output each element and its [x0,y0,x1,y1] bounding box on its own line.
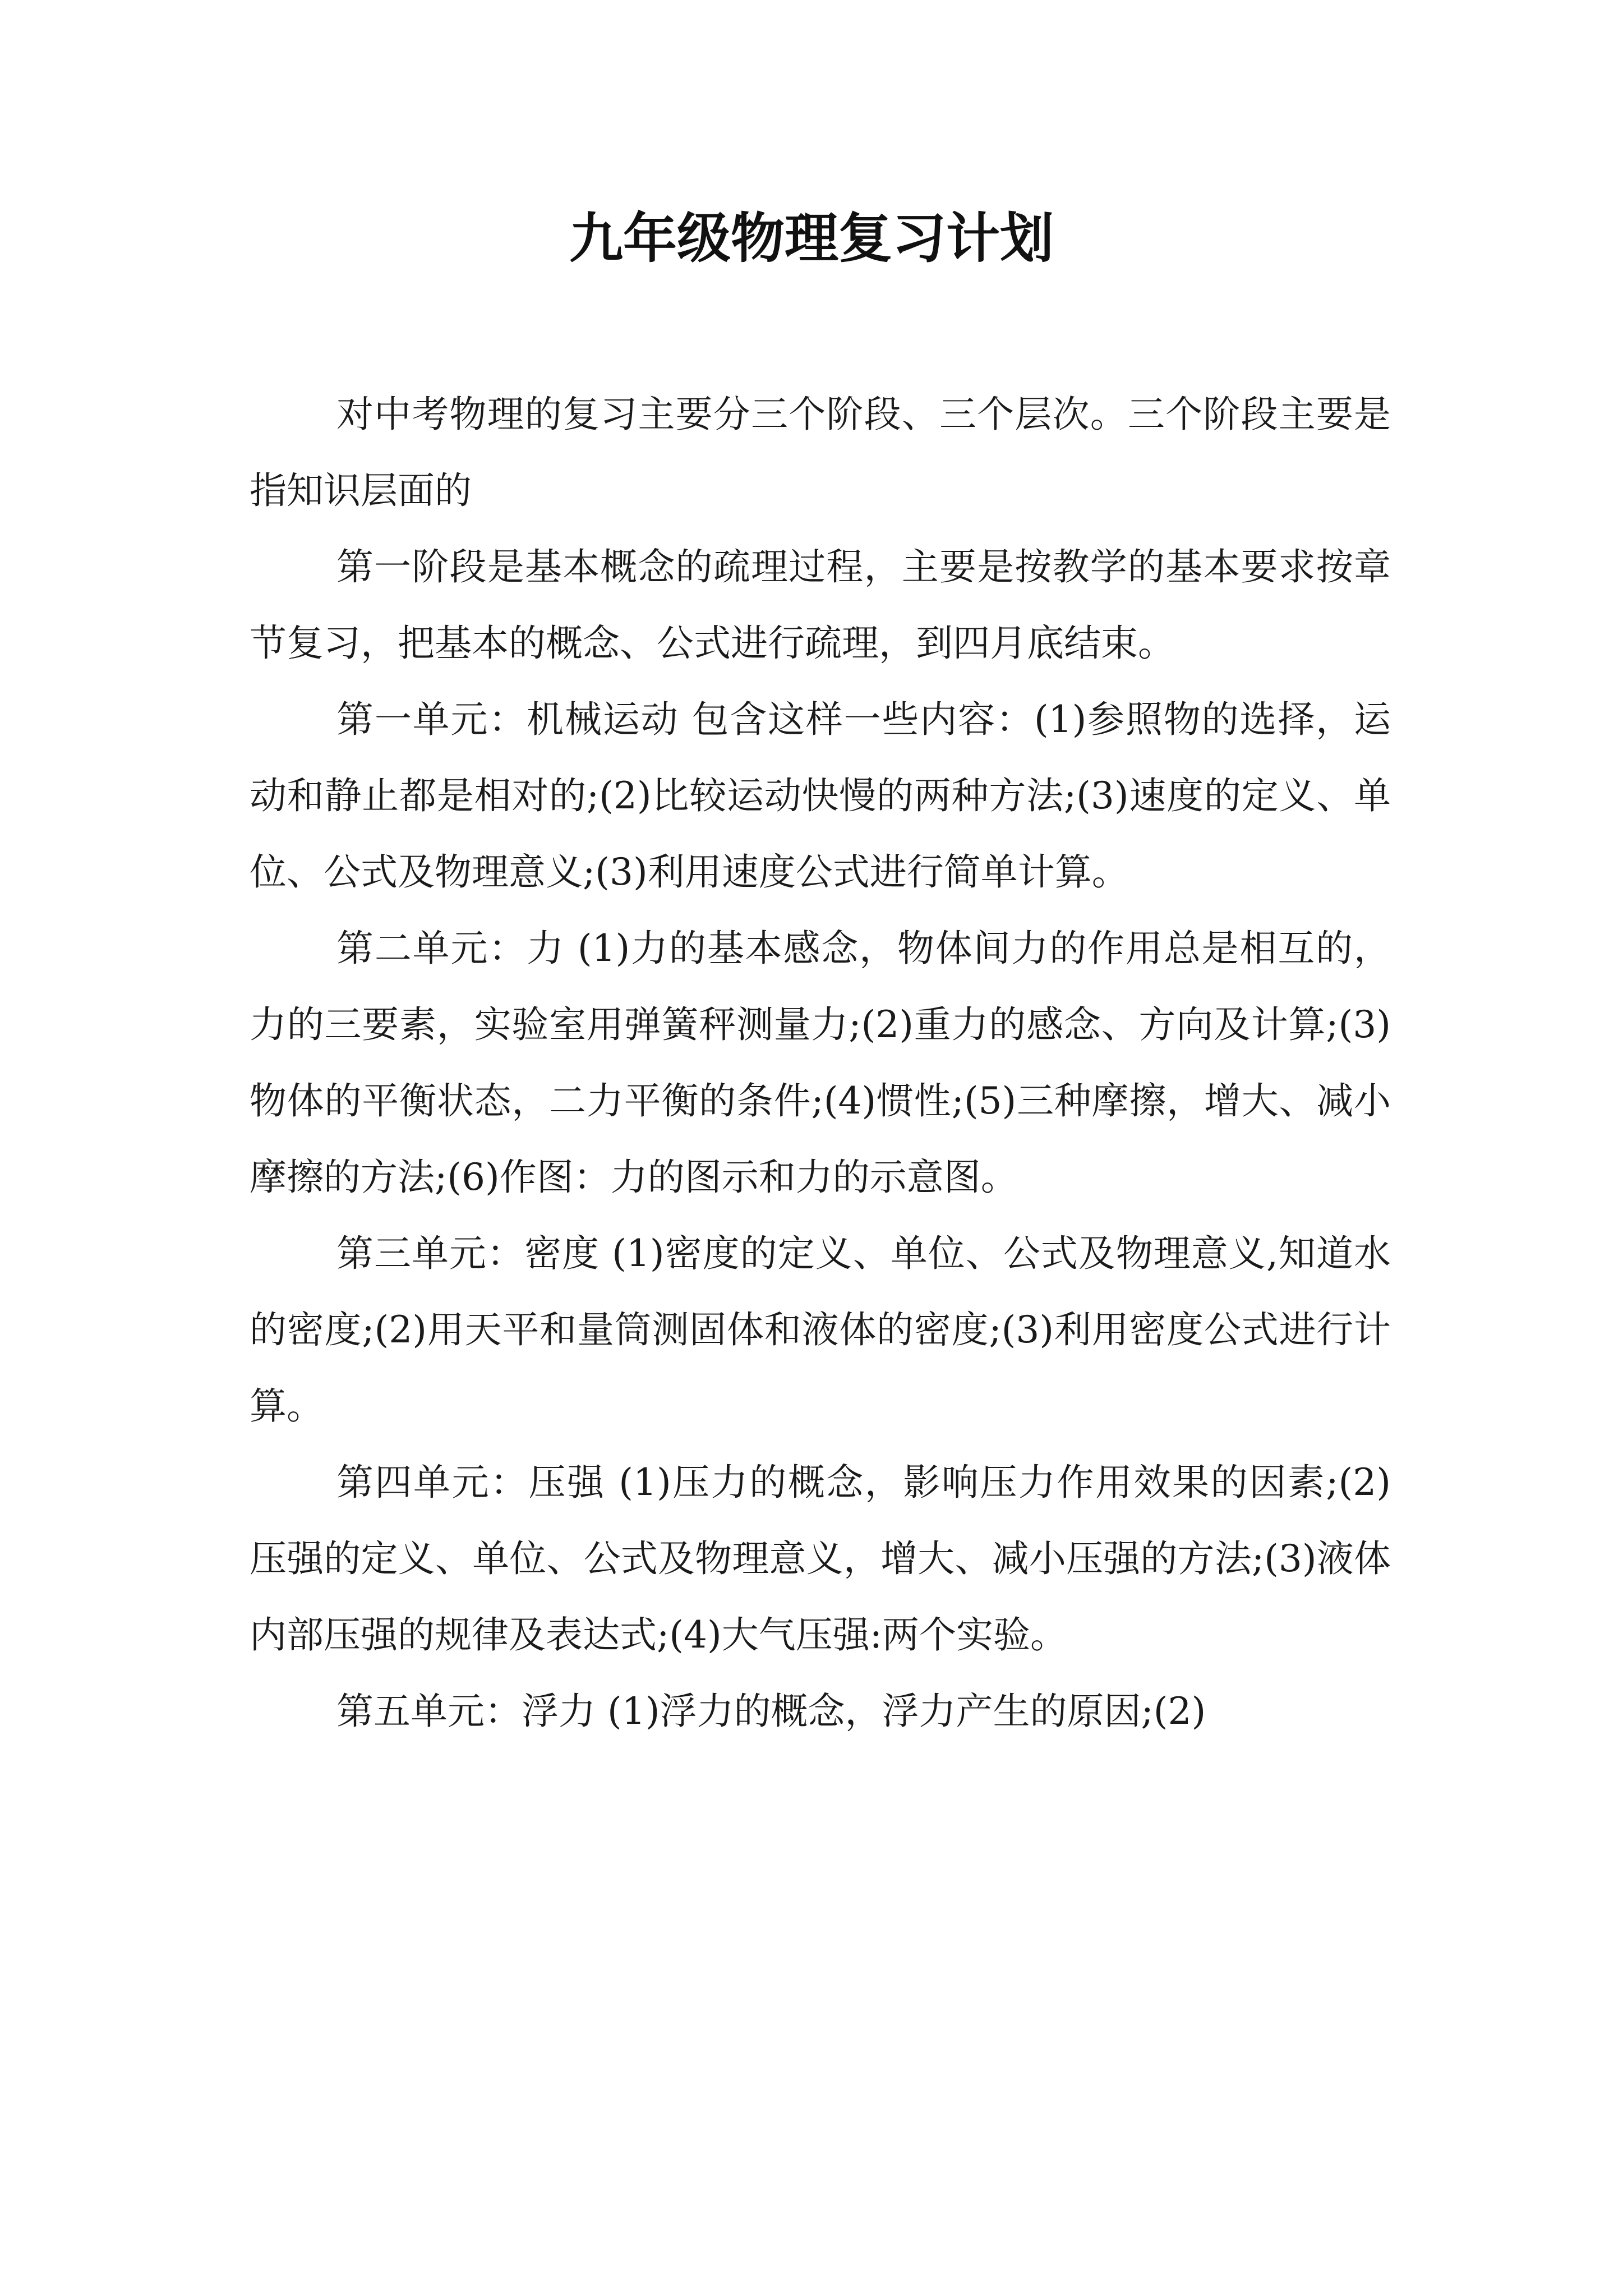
paragraph-unit-four: 第四单元：压强 (1)压力的概念，影响压力作用效果的因素;(2)压强的定义、单位、公式及物理意义，增大、减小压强的方法;(3)液体内部压强的规律及表达式;(4)大气压强:两个实验。 [250,1461,1391,1657]
paragraph-unit-five: 第五单元：浮力 (1)浮力的概念，浮力产生的原因;(2) [336,1690,1206,1733]
paragraph-unit-three: 第三单元：密度 (1)密度的定义、单位、公式及物理意义,知道水的密度;(2)用天平和量筒测固体和液体的密度;(3)利用密度公式进行计算。 [250,1232,1391,1428]
paragraph-stage-one: 第一阶段是基本概念的疏理过程，主要是按教学的基本要求按章节复习，把基本的概念、公式进行疏理，到四月底结束。 [250,545,1391,665]
document-title: 九年级物理复习计划 [569,206,1054,270]
paragraph-unit-two: 第二单元：力 (1)力的基本感念，物体间力的作用总是相互的，力的三要素，实验室用弹簧秤测量力;(2)重力的感念、方向及计算;(3)物体的平衡状态，二力平衡的条件;(4)惯性;(5)三种摩擦，增大、减小摩擦的方法;(6)作图：力的图示和力的示意图。 [250,927,1391,1199]
document-body [250,376,1391,1750]
paragraph-intro: 对中考物理的复习主要分三个阶段、三个层次。三个阶段主要是指知识层面的 [250,393,1391,512]
paragraph-unit-one: 第一单元：机械运动 包含这样一些内容：(1)参照物的选择，运动和静止都是相对的;(2)比较运动快慢的两种方法;(3)速度的定义、单位、公式及物理意义;(3)利用速度公式进行简单计算。 [250,698,1391,894]
